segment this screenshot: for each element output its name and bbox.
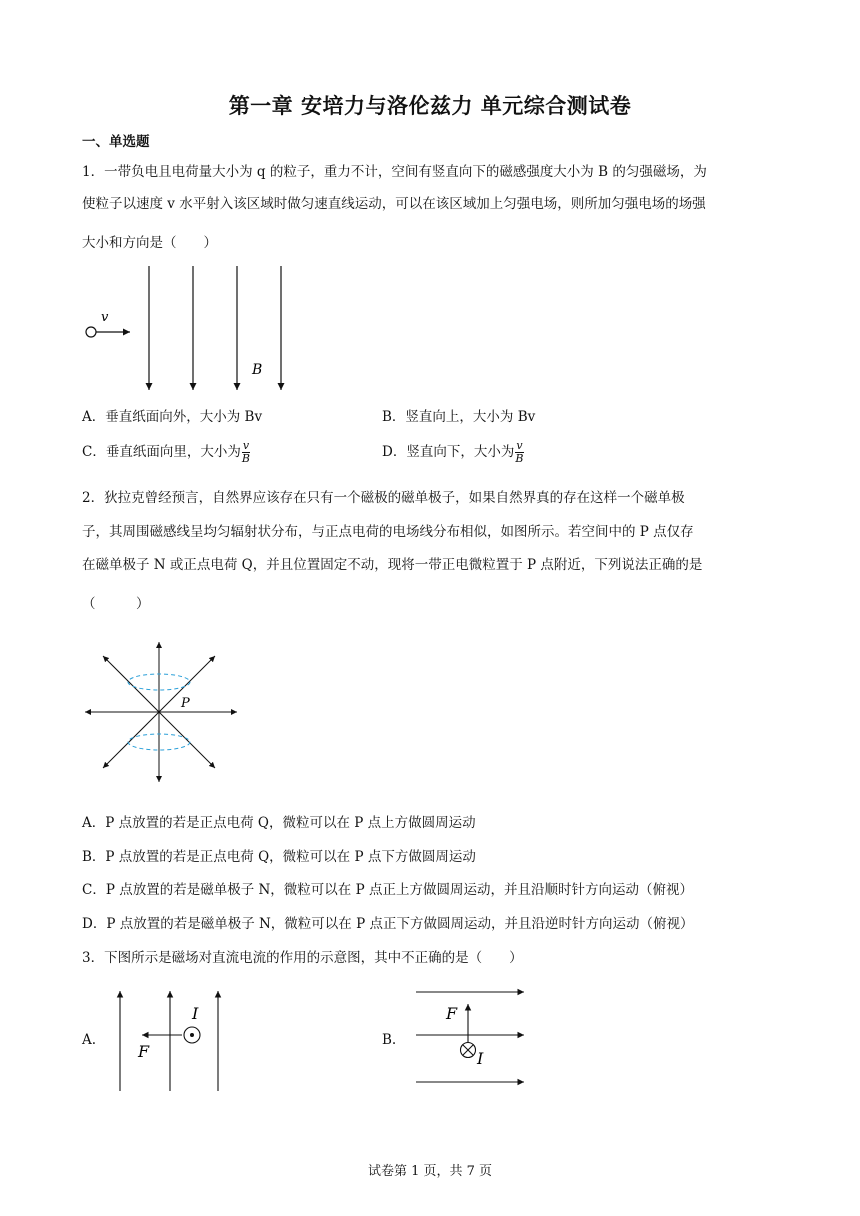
q1-option-a[interactable]: A．垂直纸面向外，大小为 Bv xyxy=(82,409,263,425)
q3-stem: 3．下图所示是磁场对直流电流的作用的示意图，其中不正确的是（ ） xyxy=(82,950,523,966)
q2-line-2: 子，其周围磁感线呈均匀辐射状分布，与正点电荷的电场线分布相似，如图所示。若空间中的 P 点仅存 xyxy=(82,524,694,540)
point-label: P xyxy=(181,696,190,711)
q3-option-b[interactable]: B. xyxy=(382,1032,397,1048)
force-label: F xyxy=(446,1004,458,1023)
q1-line-2: 使粒子以速度 v 水平射入该区域时做匀速直线运动，可以在该区域加上匀强电场，则所加匀强电场的场强 xyxy=(82,196,706,212)
q3-figure-a xyxy=(110,985,230,1095)
fraction: $\frac{v}{B}$ xyxy=(515,439,524,465)
radial-line xyxy=(103,656,159,712)
q1-figure xyxy=(80,262,300,397)
page-title: 第一章 安培力与洛伦兹力 单元综合测试卷 xyxy=(228,94,632,118)
q1-option-b[interactable]: B．竖直向上，大小为 Bv xyxy=(382,409,536,425)
fraction: $\frac{v}{B}$ xyxy=(241,439,250,465)
q2-option-c[interactable]: C．P 点放置的若是磁单极子 N，微粒可以在 P 点正上方做圆周运动，并且沿顺时针方向运动（俯视） xyxy=(82,882,693,898)
page-footer: 试卷第 1 页，共 7 页 xyxy=(367,1164,493,1179)
q2-line-1: 2．狄拉克曾经预言，自然界应该存在只有一个磁极的磁单极子，如果自然界真的存在这样一个磁单极 xyxy=(82,490,685,506)
q2-figure xyxy=(83,640,243,780)
section-heading: 一、单选题 xyxy=(82,134,150,150)
q1-option-c[interactable] xyxy=(82,440,250,465)
q1-option-d[interactable] xyxy=(382,440,524,465)
velocity-label: v xyxy=(101,310,109,325)
q1-line-1: 1．一带负电且电荷量大小为 q 的粒子，重力不计，空间有竖直向下的磁感强度大小为 B 的匀强磁场，为 xyxy=(82,164,707,180)
particle xyxy=(86,327,96,337)
q1-option-c-text: C．垂直纸面向里，大小为 xyxy=(82,444,241,460)
force-label: F xyxy=(138,1042,150,1061)
current-label: I xyxy=(192,1004,199,1023)
q3-option-a[interactable]: A. xyxy=(82,1032,97,1048)
q2-option-d[interactable]: D．P 点放置的若是磁单极子 N，微粒可以在 P 点正下方做圆周运动，并且沿逆时针方向运动（俯视） xyxy=(82,916,694,932)
q2-line-4: （ ） xyxy=(82,596,150,612)
field-label: B xyxy=(252,362,263,378)
q1-option-d-text: D．竖直向下，大小为 xyxy=(382,444,515,460)
radial-line xyxy=(159,712,215,768)
q2-option-a[interactable]: A．P 点放置的若是正点电荷 Q，微粒可以在 P 点上方做圆周运动 xyxy=(82,815,476,831)
q2-option-b[interactable]: B．P 点放置的若是正点电荷 Q，微粒可以在 P 点下方做圆周运动 xyxy=(82,849,476,865)
q2-line-3: 在磁单极子 N 或正点电荷 Q，并且位置固定不动，现将一带正电微粒置于 P 点附近，下列说法正确的是 xyxy=(82,557,703,573)
q3-figure-b xyxy=(412,984,532,1089)
current-label: I xyxy=(477,1049,484,1068)
q1-line-3: 大小和方向是（ ） xyxy=(82,235,217,251)
radial-line xyxy=(103,712,159,768)
